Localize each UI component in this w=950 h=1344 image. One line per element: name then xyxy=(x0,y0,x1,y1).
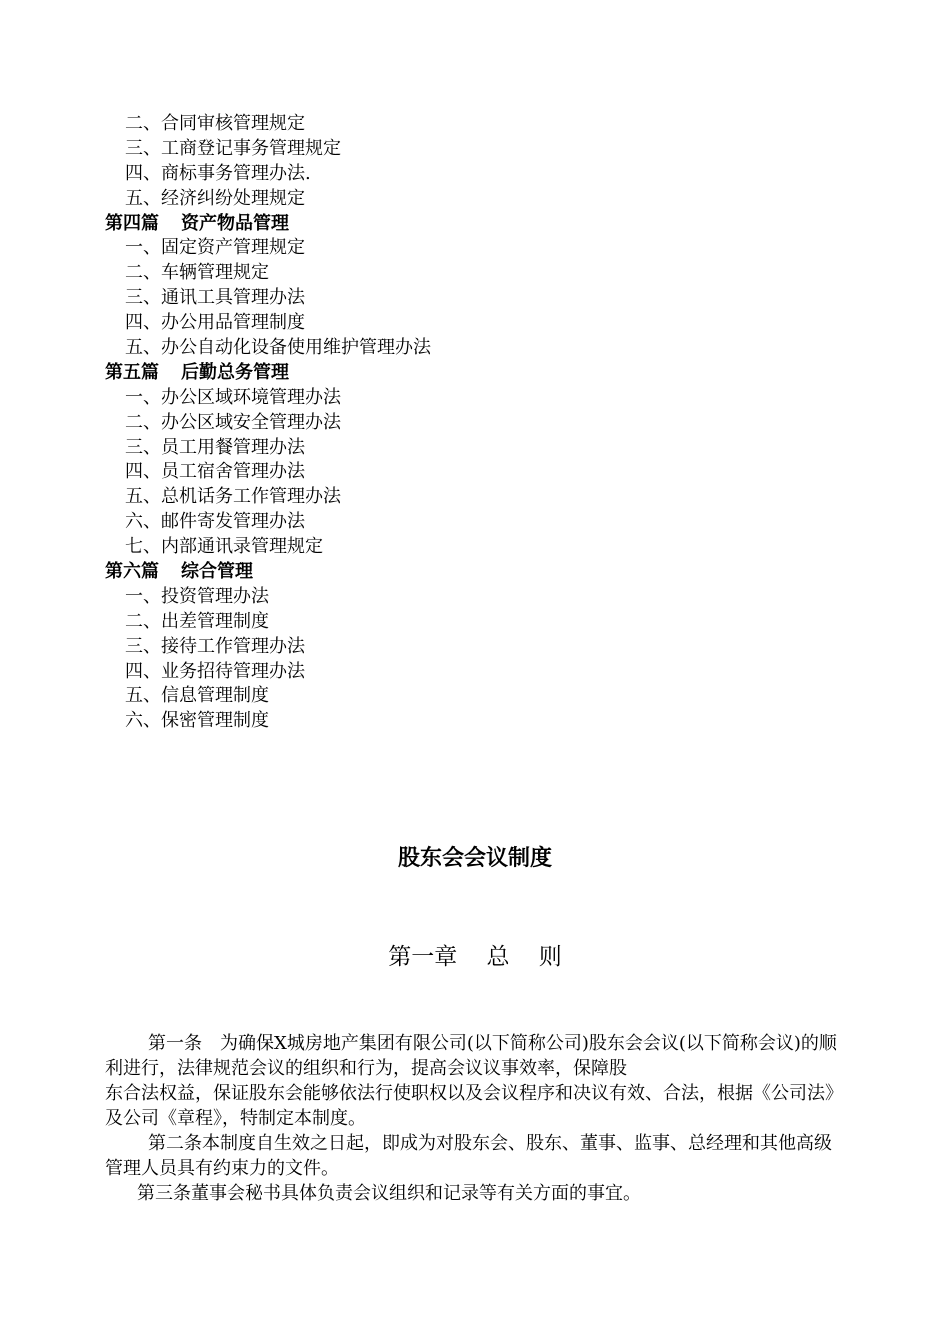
toc-item: 三、通讯工具管理办法 xyxy=(125,287,305,309)
toc-item: 二、车辆管理规定 xyxy=(125,262,269,284)
toc-section-heading xyxy=(105,560,865,585)
document-body xyxy=(105,1031,840,1206)
toc-section-name: 资产物品管理 xyxy=(181,212,289,234)
toc-section-heading xyxy=(105,361,865,386)
toc-item: 三、工商登记事务管理规定 xyxy=(125,137,341,159)
toc-item: 五、办公自动化设备使用维护管理办法 xyxy=(125,337,431,359)
toc-item: 一、办公区域环境管理办法 xyxy=(125,386,341,408)
toc-section-number: 第四篇 xyxy=(105,212,159,234)
toc-section-number: 第五篇 xyxy=(105,361,159,383)
toc-section-name: 后勤总务管理 xyxy=(181,361,289,383)
chapter-title-text: 第一章 总 则 xyxy=(388,944,562,970)
toc-item: 一、投资管理办法 xyxy=(125,585,269,607)
toc-item: 三、接待工作管理办法 xyxy=(125,635,305,657)
toc-item: 二、合同审核管理规定 xyxy=(125,113,305,134)
article-paragraph: 第二条本制度自生效之日起，即成为对股东会、股东、董事、监事、总经理和其他高级管理人员具有约束力的文件。 xyxy=(105,1133,832,1179)
toc-section-name: 综合管理 xyxy=(181,561,253,583)
toc-item: 四、业务招待管理办法 xyxy=(125,660,305,682)
toc-item: 二、办公区域安全管理办法 xyxy=(125,411,341,433)
toc-item: 五、信息管理制度 xyxy=(125,685,269,707)
toc-section-heading xyxy=(105,212,865,237)
article-paragraph: 第三条董事会秘书具体负责会议组织和记录等有关方面的事宜。 xyxy=(137,1183,641,1204)
toc-item: 五、总机话务工作管理办法 xyxy=(125,486,341,508)
toc-item: 三、员工用餐管理办法 xyxy=(125,436,305,458)
toc-item: 六、邮件寄发管理办法 xyxy=(125,511,305,533)
chapter-title xyxy=(0,940,950,974)
toc-item: 五、经济纠纷处理规定 xyxy=(125,187,305,209)
toc-item: 二、出差管理制度 xyxy=(125,610,269,632)
toc-section-number: 第六篇 xyxy=(105,561,159,583)
toc-item: 四、商标事务管理办法. xyxy=(125,162,311,184)
article-paragraph: 第一条 为确保X城房地产集团有限公司(以下简称公司)股东会会议(以下简称会议)的顺利进行，法律规范会议的组织和行为，提高会议议事效率，保障股 xyxy=(105,1033,837,1079)
toc-item: 一、固定资产管理规定 xyxy=(125,237,305,259)
toc-item: 七、内部通讯录管理规定 xyxy=(125,536,323,558)
toc-item: 四、员工宿舍管理办法 xyxy=(125,461,305,483)
document-title: 股东会会议制度 xyxy=(397,846,552,871)
table-of-contents xyxy=(105,112,865,734)
toc-item: 六、保密管理制度 xyxy=(125,710,269,732)
article-paragraph: 东合法权益，保证股东会能够依法行使职权以及会议程序和决议有效、合法，根据《公司法》及公司《章程》，特制定本制度。 xyxy=(105,1083,834,1129)
toc-item: 四、办公用品管理制度 xyxy=(125,312,305,334)
